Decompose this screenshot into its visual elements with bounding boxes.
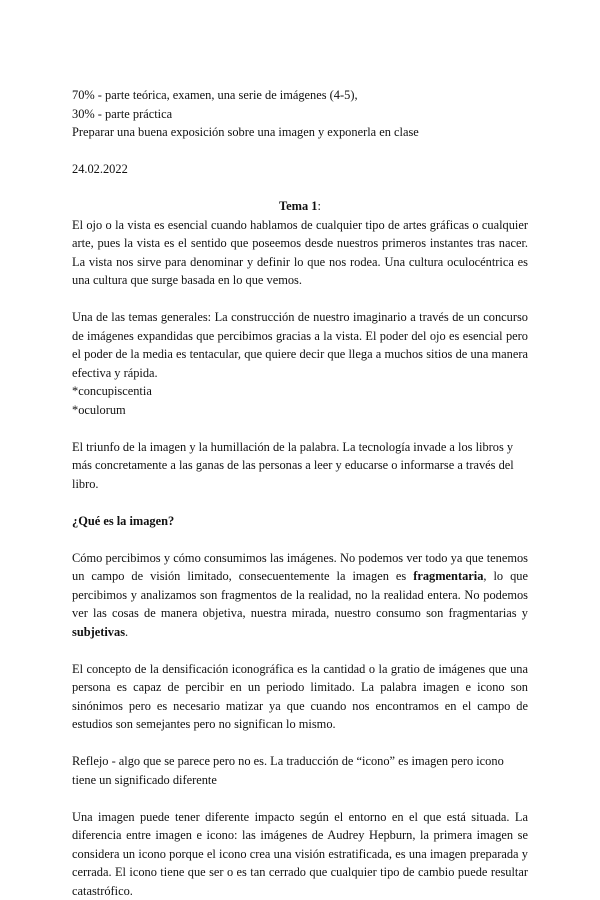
paragraph-reflection: Reflejo - algo que se parece pero no es. La traducción de “icono” es imagen pero icono tiene un significado diferente [72,752,528,789]
perception-text-3: . [125,625,128,639]
perception-text-2: , lo que percibimos y analizamos son fragmentos de la realidad, no la realidad entera. No podemos ver las cosas de manera objetiva, nuestra mirada, nuestro consumo son fragmentarias y [72,569,528,620]
paragraph-vision: El ojo o la vista es esencial cuando hablamos de cualquier tipo de artes gráficas o cualquier arte, pues la vista es el sentido que poseemos desde nuestros primeros instantes tras nacer. La vista nos sirve para denominar y definir lo que nos rodea. Una cultura oculocéntrica es una cultura que surge basada en lo que vemos. [72,216,528,290]
heading-what-is-image: ¿Qué es la imagen? [72,512,528,531]
paragraph-iconographic-density: El concepto de la densificación iconográfica es la cantidad o la gratio de imágenes que una persona es capaz de percibir en un periodo limitado. La palabra imagen e icono son sinónimos pero es necesario matizar ya que cuando nos encontramos en el campo de estudios son semejantes pero no significan lo mismo. [72,660,528,734]
date-line: 24.02.2022 [72,160,528,179]
list-item-concupiscentia: *concupiscentia [72,382,528,401]
term-fragmentaria: fragmentaria [413,569,483,583]
perception-text-1: Cómo percibimos y cómo consumimos las imágenes. No podemos ver todo ya que tenemos un campo de visión limitado, consecuentemente la imagen es [72,551,528,584]
paragraph-image-vs-icon: Una imagen puede tener diferente impacto según el entorno en el que está situada. La diferencia entre imagen e icono: las imágenes de Audrey Hepburn, la primera imagen se considera un icono porque el icono crea una visión estratificada, es una imagen preparada y cerrada. El icono tiene que ser o es tan cerrado que cualquier tipo de cambio puede resultar catastrófico. [72,808,528,900]
paragraph-triumph-image: El triunfo de la imagen y la humillación de la palabra. La tecnología invade a los libros y más concretamente a las ganas de las personas a leer y educarse o informarse a través del libro. [72,438,528,494]
intro-line-practice: 30% - parte práctica [72,105,528,124]
section-title [72,197,528,216]
paragraph-general-themes: Una de las temas generales: La construcción de nuestro imaginario a través de un concurso de imágenes expandidas que percibimos gracias a la vista. El poder del ojo es esencial pero el poder de la media es tentacular, que quiere decir que llega a muchos sitios de una manera efectiva y rápida. [72,308,528,382]
paragraph-perception [72,549,528,642]
section-title-colon: : [317,199,320,213]
intro-line-theory: 70% - parte teórica, examen, una serie de imágenes (4-5), [72,86,528,105]
document-page [72,86,528,900]
term-subjetivas: subjetivas [72,625,125,639]
section-title-bold: Tema 1 [279,199,317,213]
intro-line-exposition: Preparar una buena exposición sobre una imagen y exponerla en clase [72,123,528,142]
list-item-oculorum: *oculorum [72,401,528,420]
